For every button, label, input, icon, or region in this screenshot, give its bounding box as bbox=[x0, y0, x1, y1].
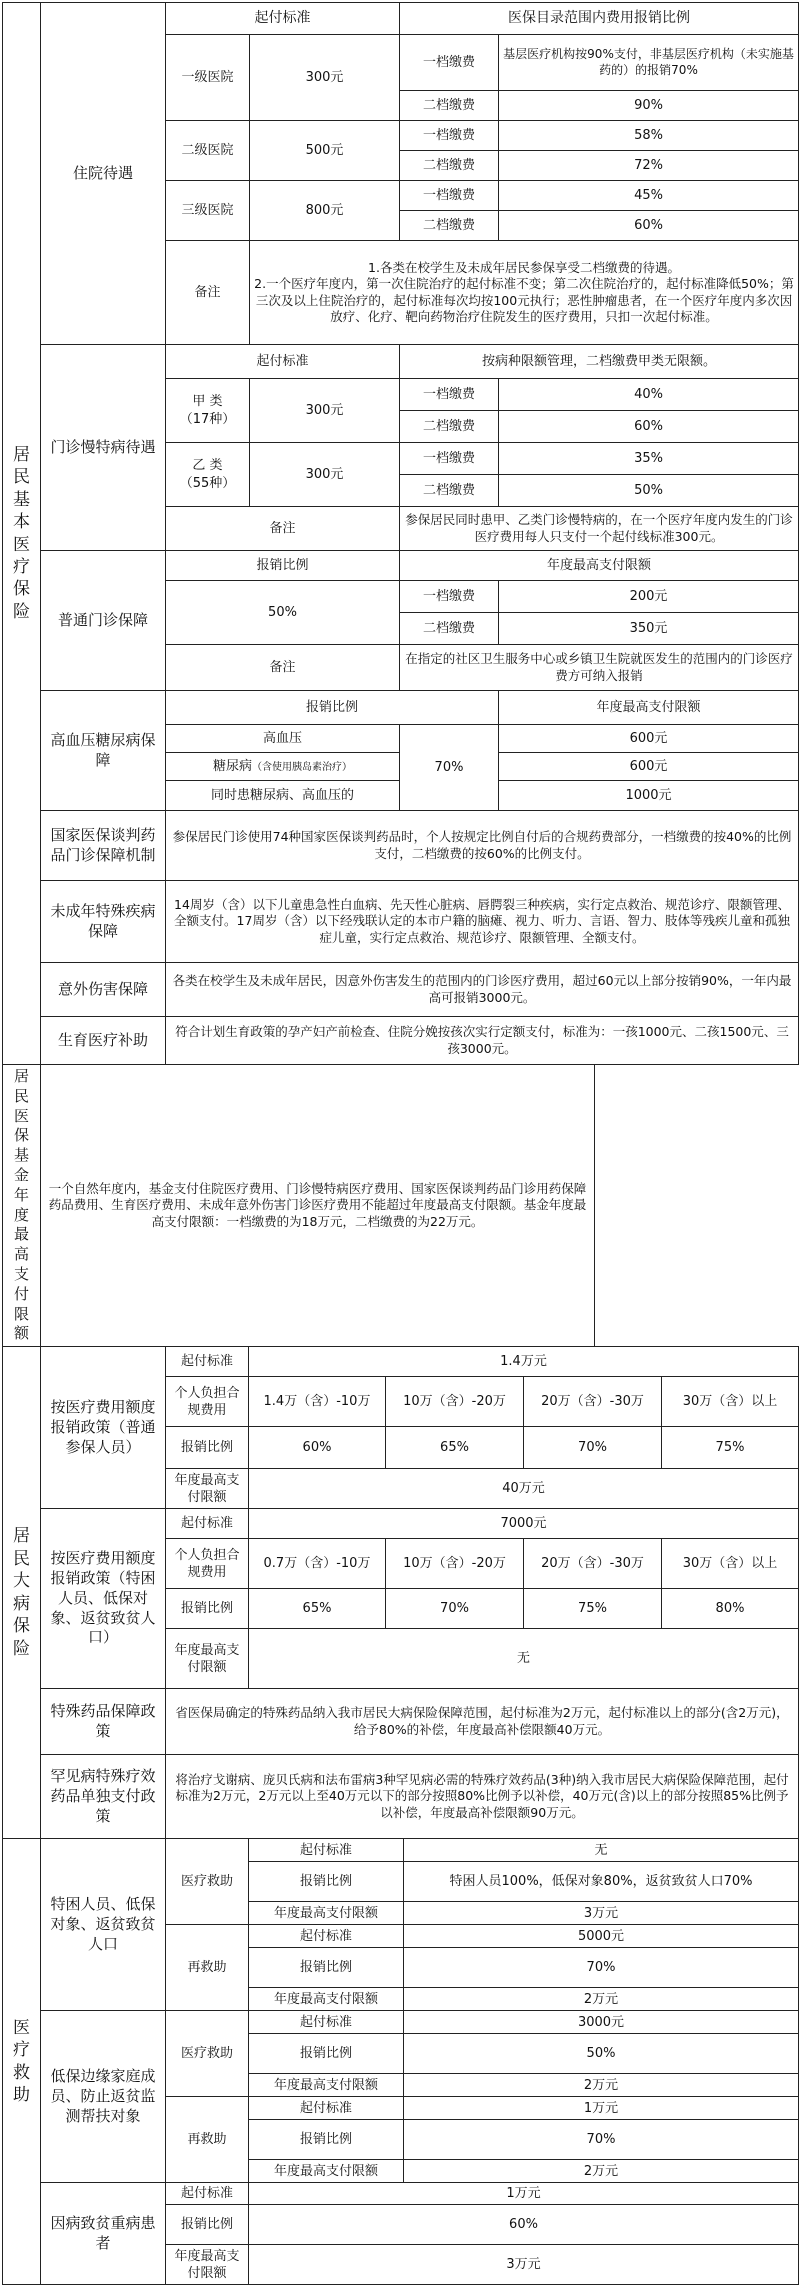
group1-reaid-label: 再救助 bbox=[166, 1925, 249, 2011]
critical-illness-table bbox=[2, 1346, 799, 1839]
hypertension-label: 高血压糖尿病保障 bbox=[41, 691, 166, 811]
outpatient-header-ratio: 报销比例 bbox=[166, 551, 400, 581]
special-ratio-2: 70% bbox=[386, 1589, 524, 1629]
special-range-1: 0.7万（含）-10万 bbox=[249, 1539, 386, 1589]
special-ratio-4: 80% bbox=[662, 1589, 799, 1629]
group2-reaid-label: 再救助 bbox=[166, 2097, 249, 2183]
accident-text: 各类在校学生及未成年居民，因意外伤害发生的范围内的门诊医疗费用，超过60元以上部分按销90%，一年内最高可报销3000元。 bbox=[166, 963, 799, 1017]
group2-label: 低保边缘家庭成员、防止返贫监测帮扶对象 bbox=[41, 2011, 166, 2183]
chronic-rule: 按病种限额管理，二档缴费甲类无限额。 bbox=[400, 345, 799, 379]
level2-tier1-ratio: 58% bbox=[499, 121, 799, 151]
outpatient-header-limit: 年度最高支付限额 bbox=[400, 551, 799, 581]
group1-aid-deductible: 无 bbox=[404, 1839, 799, 1862]
common-ratio-4: 75% bbox=[662, 1427, 799, 1469]
fund-limit-text: 一个自然年度内，基金支付住院医疗费用、门诊慢特病医疗费用、国家医保谈判药品门诊用药保障药品费用、生育医疗费用、未成年意外伤害门诊医疗费用不能超过年度最高支付限额。基金年度最高支付限额：一档缴费的为18万元，二档缴费的为22万元。 bbox=[41, 1065, 595, 1347]
inpatient-note-label: 备注 bbox=[166, 241, 250, 345]
group1-aid-ratio: 特困人员100%，低保对象80%，返贫致贫人口70% bbox=[404, 1862, 799, 1902]
level3-hospital: 三级医院 bbox=[166, 181, 250, 241]
section-label-critical: 居民大病保险 bbox=[3, 1347, 41, 1839]
hypertension-row: 高血压 bbox=[166, 725, 400, 753]
group3-deductible: 1万元 bbox=[249, 2183, 799, 2205]
common-limit-label: 年度最高支付限额 bbox=[166, 1469, 249, 1509]
outpatient-note-label: 备注 bbox=[166, 645, 400, 691]
outpatient-tier2: 二档缴费 bbox=[400, 613, 499, 645]
negotiated-drug-label: 国家医保谈判药品门诊保障机制 bbox=[41, 811, 166, 881]
common-ratio-1: 60% bbox=[249, 1427, 386, 1469]
outpatient-tier1-limit: 200元 bbox=[499, 581, 799, 613]
outpatient-tier2-limit: 350元 bbox=[499, 613, 799, 645]
level2-tier2-ratio: 72% bbox=[499, 151, 799, 181]
group2-aid-limit-label: 年度最高支付限额 bbox=[249, 2074, 404, 2097]
common-ratio-3: 70% bbox=[524, 1427, 662, 1469]
header-deductible: 起付标准 bbox=[166, 3, 400, 35]
group2-aid-ratio: 50% bbox=[404, 2034, 799, 2074]
special-limit: 无 bbox=[249, 1629, 799, 1689]
special-deductible: 7000元 bbox=[249, 1509, 799, 1539]
level1-tier1: 一档缴费 bbox=[400, 35, 499, 91]
special-range-3: 20万（含）-30万 bbox=[524, 1539, 662, 1589]
group3-ratio: 60% bbox=[249, 2205, 799, 2245]
outpatient-ratio: 50% bbox=[166, 581, 400, 645]
group1-reaid-ratio-label: 报销比例 bbox=[249, 1948, 404, 1988]
hypertension-header-ratio: 报销比例 bbox=[166, 691, 499, 725]
group2-reaid-ratio: 70% bbox=[404, 2120, 799, 2160]
group3-label: 因病致贫重病患者 bbox=[41, 2183, 166, 2285]
group2-aid-ratio-label: 报销比例 bbox=[249, 2034, 404, 2074]
policy-sheet bbox=[2, 2, 798, 2281]
level3-deductible: 800元 bbox=[250, 181, 400, 241]
level3-tier2-ratio: 60% bbox=[499, 211, 799, 241]
hypertension-header-limit: 年度最高支付限额 bbox=[499, 691, 799, 725]
basic-insurance-table bbox=[2, 2, 799, 1347]
minor-disease-label: 未成年特殊疾病保障 bbox=[41, 881, 166, 963]
level1-hospital: 一级医院 bbox=[166, 35, 250, 121]
common-deductible-label: 起付标准 bbox=[166, 1347, 249, 1377]
common-deductible: 1.4万元 bbox=[249, 1347, 799, 1377]
group1-aid-limit: 3万元 bbox=[404, 1902, 799, 1925]
rare-disease-text: 将治疗戈谢病、庞贝氏病和法布雷病3种罕见病必需的特殊疗效药品(3种)纳入我市居民大病保险保障范围，起付标准为2万元，2万元以上至40万元以下的部分按照80%比例予以补偿，40万元(含)以上的部分按照85%比例予以补偿，年度最高补偿限额90万元。 bbox=[166, 1755, 799, 1839]
common-ratio-label: 报销比例 bbox=[166, 1427, 249, 1469]
diabetes-row bbox=[166, 753, 400, 781]
diabetes-note: （含使用胰岛素治疗） bbox=[252, 761, 352, 773]
chronic-class-a-tier2-ratio: 60% bbox=[499, 411, 799, 443]
common-range-1: 1.4万（含）-10万 bbox=[249, 1377, 386, 1427]
level1-tier2-ratio: 90% bbox=[499, 91, 799, 121]
group3-ratio-label: 报销比例 bbox=[166, 2205, 249, 2245]
special-ratio-1: 65% bbox=[249, 1589, 386, 1629]
group1-reaid-limit-label: 年度最高支付限额 bbox=[249, 1988, 404, 2011]
negotiated-drug-text: 参保居民门诊使用74种国家医保谈判药品时，个人按规定比例自付后的合规药费部分，一档缴费的按40%的比例支付，二档缴费的按60%的比例支付。 bbox=[166, 811, 799, 881]
special-ratio-label: 报销比例 bbox=[166, 1589, 249, 1629]
special-range-label: 个人负担合规费用 bbox=[166, 1539, 249, 1589]
fund-limit-label: 居民医保基金年度最高支付限额 bbox=[3, 1065, 41, 1347]
both-limit: 1000元 bbox=[499, 781, 799, 811]
special-limit-label: 年度最高支付限额 bbox=[166, 1629, 249, 1689]
special-deductible-label: 起付标准 bbox=[166, 1509, 249, 1539]
group2-aid-deductible: 3000元 bbox=[404, 2011, 799, 2034]
level2-tier2: 二档缴费 bbox=[400, 151, 499, 181]
group2-aid-limit: 2万元 bbox=[404, 2074, 799, 2097]
diabetes-label: 糖尿病 bbox=[212, 758, 252, 774]
special-drug-label: 特殊药品保障政策 bbox=[41, 1689, 166, 1755]
medical-aid-table bbox=[2, 1838, 799, 2285]
group3-limit: 3万元 bbox=[249, 2245, 799, 2285]
group2-aid-deductible-label: 起付标准 bbox=[249, 2011, 404, 2034]
special-range-4: 30万（含）以上 bbox=[662, 1539, 799, 1589]
special-range-2: 10万（含）-20万 bbox=[386, 1539, 524, 1589]
outpatient-label: 普通门诊保障 bbox=[41, 551, 166, 691]
group1-reaid-ratio: 70% bbox=[404, 1948, 799, 1988]
group2-reaid-limit-label: 年度最高支付限额 bbox=[249, 2160, 404, 2183]
common-range-label: 个人负担合规费用 bbox=[166, 1377, 249, 1427]
group1-aid-deductible-label: 起付标准 bbox=[249, 1839, 404, 1862]
chronic-class-a-tier1-ratio: 40% bbox=[499, 379, 799, 411]
accident-label: 意外伤害保障 bbox=[41, 963, 166, 1017]
level2-tier1: 一档缴费 bbox=[400, 121, 499, 151]
group1-label: 特困人员、低保对象、返贫致贫人口 bbox=[41, 1839, 166, 2011]
inpatient-label: 住院待遇 bbox=[41, 3, 166, 345]
group1-reaid-deductible-label: 起付标准 bbox=[249, 1925, 404, 1948]
common-range-3: 20万（含）-30万 bbox=[524, 1377, 662, 1427]
level2-deductible: 500元 bbox=[250, 121, 400, 181]
group2-reaid-deductible-label: 起付标准 bbox=[249, 2097, 404, 2120]
chronic-class-a-tier2: 二档缴费 bbox=[400, 411, 499, 443]
chronic-note: 参保居民同时患甲、乙类门诊慢特病的，在一个医疗年度内发生的门诊医疗费用每人只支付一个起付线标准300元。 bbox=[400, 507, 799, 551]
chronic-class-b-deductible: 300元 bbox=[250, 443, 400, 507]
chronic-class-a-deductible: 300元 bbox=[250, 379, 400, 443]
group2-reaid-deductible: 1万元 bbox=[404, 2097, 799, 2120]
rare-disease-label: 罕见病特殊疗效药品单独支付政策 bbox=[41, 1755, 166, 1839]
level1-tier2: 二档缴费 bbox=[400, 91, 499, 121]
outpatient-note: 在指定的社区卫生服务中心或乡镇卫生院就医发生的范围内的门诊医疗费方可纳入报销 bbox=[400, 645, 799, 691]
common-ratio-2: 65% bbox=[386, 1427, 524, 1469]
special-policy-label: 按医疗费用额度报销政策（特困人员、低保对象、返贫致贫人口） bbox=[41, 1509, 166, 1689]
chronic-class-b-tier1: 一档缴费 bbox=[400, 443, 499, 475]
chronic-header-deductible: 起付标准 bbox=[166, 345, 400, 379]
group3-limit-label: 年度最高支付限额 bbox=[166, 2245, 249, 2285]
special-drug-text: 省医保局确定的特殊药品纳入我市居民大病保险保障范围，起付标准为2万元，起付标准以上的部分(含2万元)，给予80%的补偿，年度最高补偿限额40万元。 bbox=[166, 1689, 799, 1755]
common-range-2: 10万（含）-20万 bbox=[386, 1377, 524, 1427]
chronic-class-b-tier2: 二档缴费 bbox=[400, 475, 499, 507]
group1-aid-label: 医疗救助 bbox=[166, 1839, 249, 1925]
group3-deductible-label: 起付标准 bbox=[166, 2183, 249, 2205]
chronic-note-label: 备注 bbox=[166, 507, 400, 551]
both-row: 同时患糖尿病、高血压的 bbox=[166, 781, 400, 811]
diabetes-limit: 600元 bbox=[499, 753, 799, 781]
level2-hospital: 二级医院 bbox=[166, 121, 250, 181]
level3-tier1-ratio: 45% bbox=[499, 181, 799, 211]
inpatient-note: 1.各类在校学生及未成年居民参保享受二档缴费的待遇。 2.一个医疗年度内，第一次住院治疗的起付标准不变；第二次住院治疗的，起付标准降低50%；第三次及以上住院治疗的，起付标准每次均按100元执行；恶性肿瘤患者，在一个医疗年度内多次因放疗、化疗、靶向药物治疗住院发生的医疗费用，只扣一次起付标准。 bbox=[250, 241, 799, 345]
common-policy-label: 按医疗费用额度报销政策（普通参保人员） bbox=[41, 1347, 166, 1509]
chronic-label: 门诊慢特病待遇 bbox=[41, 345, 166, 551]
hypertension-limit: 600元 bbox=[499, 725, 799, 753]
section-label-basic: 居民基本医疗保险 bbox=[3, 3, 41, 1065]
chronic-class-b-tier1-ratio: 35% bbox=[499, 443, 799, 475]
level3-tier1: 一档缴费 bbox=[400, 181, 499, 211]
group1-aid-ratio-label: 报销比例 bbox=[249, 1862, 404, 1902]
common-limit: 40万元 bbox=[249, 1469, 799, 1509]
chronic-class-b: 乙 类 （55种） bbox=[166, 443, 250, 507]
section-label-aid: 医疗救助 bbox=[3, 1839, 41, 2285]
hypertension-ratio: 70% bbox=[400, 725, 499, 811]
maternity-text: 符合计划生育政策的孕产妇产前检查、住院分娩按孩次实行定额支付，标准为：一孩1000元、二孩1500元、三孩3000元。 bbox=[166, 1017, 799, 1065]
level1-tier1-ratio: 基层医疗机构按90%支付，非基层医疗机构（未实施基药的）的报销70% bbox=[499, 35, 799, 91]
common-range-4: 30万（含）以上 bbox=[662, 1377, 799, 1427]
chronic-class-a-tier1: 一档缴费 bbox=[400, 379, 499, 411]
group2-reaid-limit: 2万元 bbox=[404, 2160, 799, 2183]
minor-disease-text: 14周岁（含）以下儿童患急性白血病、先天性心脏病、唇腭裂三种疾病，实行定点救治、规范诊疗、限额管理、全额支付。17周岁（含）以下经残联认定的本市户籍的脑瘫、视力、听力、言语、智力、肢体等残疾儿童和孤独症儿童，实行定点救治、规范诊疗、限额管理、全额支付。 bbox=[166, 881, 799, 963]
level1-deductible: 300元 bbox=[250, 35, 400, 121]
chronic-class-b-tier2-ratio: 50% bbox=[499, 475, 799, 507]
outpatient-tier1: 一档缴费 bbox=[400, 581, 499, 613]
special-ratio-3: 75% bbox=[524, 1589, 662, 1629]
chronic-class-a: 甲 类 （17种） bbox=[166, 379, 250, 443]
group1-reaid-limit: 2万元 bbox=[404, 1988, 799, 2011]
group2-reaid-ratio-label: 报销比例 bbox=[249, 2120, 404, 2160]
group2-aid-label: 医疗救助 bbox=[166, 2011, 249, 2097]
header-reimburse-ratio: 医保目录范围内费用报销比例 bbox=[400, 3, 799, 35]
group1-reaid-deductible: 5000元 bbox=[404, 1925, 799, 1948]
group1-aid-limit-label: 年度最高支付限额 bbox=[249, 1902, 404, 1925]
level3-tier2: 二档缴费 bbox=[400, 211, 499, 241]
maternity-label: 生育医疗补助 bbox=[41, 1017, 166, 1065]
